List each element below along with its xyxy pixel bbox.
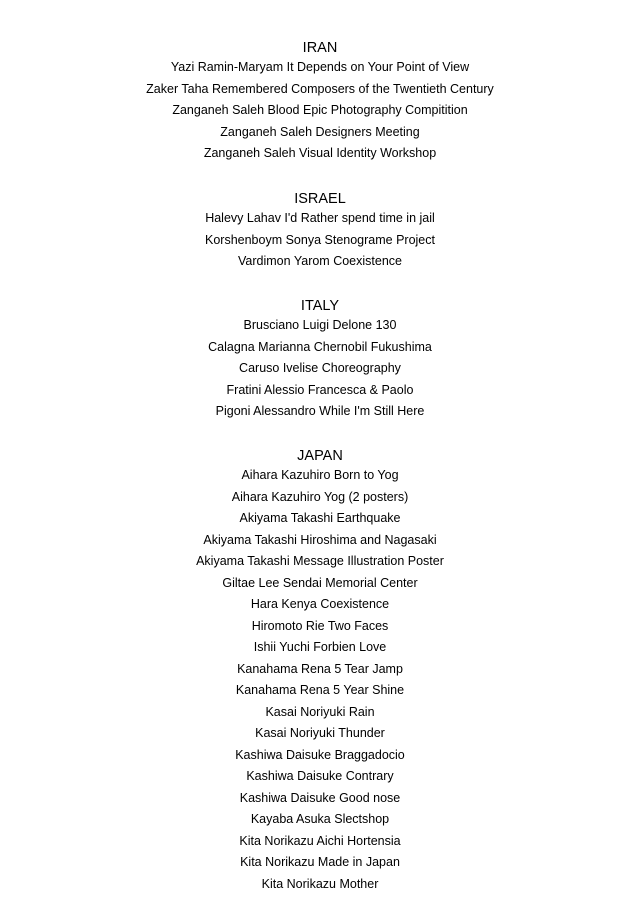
list-item: Caruso Ivelise Choreography: [239, 361, 401, 375]
list-item: Kita Norikazu Made in Japan: [240, 855, 400, 869]
list-item: Akiyama Takashi Earthquake: [239, 511, 401, 525]
list-item: Kanahama Rena 5 Tear Jamp: [237, 661, 403, 676]
list-item: Akiyama Takashi Message Illustration Poster: [196, 554, 444, 568]
list-item: Akiyama Takashi Hiroshima and Nagasaki: [203, 532, 437, 547]
list-item: Kayaba Asuka Slectshop: [250, 812, 390, 826]
list-item: Hiromoto Rie Two Faces: [251, 618, 389, 633]
entry-list-iran: [0, 57, 640, 165]
section-iran: [0, 39, 640, 165]
list-item: Kashiwa Daisuke Good nose: [239, 790, 401, 805]
list-item: Yazi Ramin-Maryam It Depends on Your Point of View: [170, 60, 470, 74]
list-item: Kashiwa Daisuke Contrary: [246, 769, 394, 783]
list-item: Pigoni Alessandro While I'm Still Here: [215, 404, 425, 418]
list-item: Fratini Alessio Francesca & Paolo: [226, 382, 414, 397]
list-item: Calagna Marianna Chernobil Fukushima: [208, 339, 432, 354]
list-item: Korshenboym Sonya Stenograme Project: [205, 232, 435, 247]
list-item: Aihara Kazuhiro Born to Yog: [241, 468, 399, 482]
list-item: Zanganeh Saleh Designers Meeting: [220, 124, 420, 139]
list-item: Kashiwa Daisuke Braggadocio: [235, 747, 405, 762]
list-item: Zanganeh Saleh Blood Epic Photography Compitition: [172, 103, 468, 117]
section-italy: [0, 297, 640, 423]
section-title-israel: ISRAEL: [294, 191, 346, 207]
list-item: Aihara Kazuhiro Yog (2 posters): [231, 489, 409, 504]
list-item: Zaker Taha Remembered Composers of the Twentieth Century: [146, 81, 494, 96]
list-item: Hara Kenya Coexistence: [250, 597, 390, 611]
section-israel: [0, 190, 640, 273]
section-japan: [0, 447, 640, 895]
list-item: Kasai Noriyuki Thunder: [255, 726, 385, 740]
list-item: Vardimon Yarom Coexistence: [238, 254, 402, 268]
list-item: Kasai Noriyuki Rain: [265, 704, 375, 719]
list-item: Ishii Yuchi Forbien Love: [253, 640, 387, 654]
section-title-italy: ITALY: [300, 298, 340, 314]
section-title-iran: IRAN: [302, 40, 338, 56]
entry-list-israel: [0, 208, 640, 273]
list-item: Kita Norikazu Mother: [261, 876, 379, 891]
list-item: Zanganeh Saleh Visual Identity Workshop: [203, 146, 437, 160]
entry-list-italy: [0, 315, 640, 423]
section-title-japan: JAPAN: [297, 448, 343, 464]
list-item: Kanahama Rena 5 Year Shine: [235, 683, 405, 697]
list-item: Giltae Lee Sendai Memorial Center: [222, 575, 418, 590]
list-item: Brusciano Luigi Delone 130: [243, 318, 397, 332]
list-item: Halevy Lahav I'd Rather spend time in jail: [205, 211, 435, 225]
entry-list-japan: [0, 465, 640, 895]
list-item: Kita Norikazu Aichi Hortensia: [239, 833, 401, 848]
